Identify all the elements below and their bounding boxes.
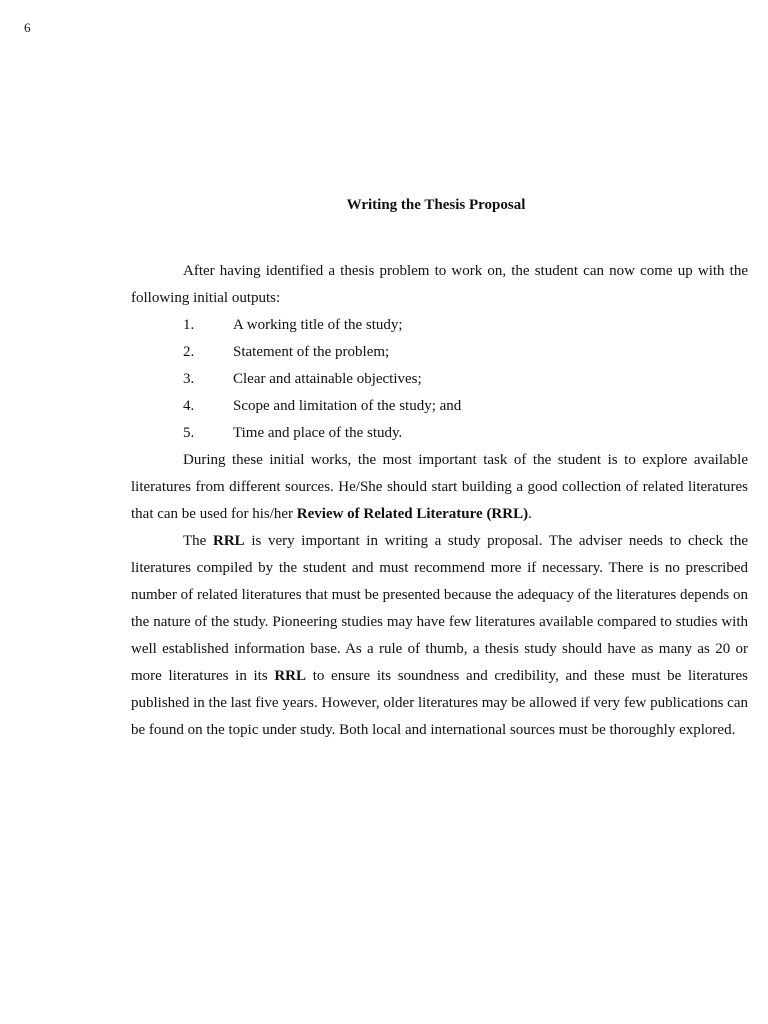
page-number: 6 (24, 20, 31, 35)
list-item-number: 2. (183, 344, 195, 360)
list-item (131, 420, 748, 447)
list-item-number: 5. (183, 425, 195, 441)
rrl-acronym: RRL (212, 533, 245, 549)
list-item-number: 3. (183, 371, 195, 387)
literature-paragraph-end: . (528, 506, 532, 522)
list-item-text: Clear and attainable objectives; (233, 371, 422, 387)
outputs-list (131, 312, 748, 447)
rrl-paragraph (131, 528, 748, 744)
rrl-paragraph-middle: is very important in writing a study proposal. The adviser needs to check the literatures compiled by the student and must recommend more if necessary. There is no prescribed number of related literatures that must be presented because the adequacy of the literatures depends on the nature of the study. Pioneering studies may have few literatures available compared to studies with well established information base. As a rule of thumb, a thesis study should have as many as 20 or more literatures in its (131, 533, 748, 684)
list-item-number: 4. (183, 398, 195, 414)
rrl-term: Review of Related Literature (RRL) (296, 506, 529, 522)
document-title: Writing the Thesis Proposal (346, 197, 526, 213)
literature-paragraph (131, 447, 748, 528)
rrl-acronym: RRL (274, 668, 307, 684)
list-item-number: 1. (183, 317, 195, 333)
intro-paragraph: After having identified a thesis problem to work on, the student can now come up with the following initial outputs: (131, 263, 748, 306)
list-item (131, 366, 748, 393)
list-item (131, 393, 748, 420)
list-item (131, 312, 748, 339)
list-item-text: Scope and limitation of the study; and (233, 398, 462, 414)
list-item-text: A working title of the study; (233, 317, 403, 333)
list-item (131, 339, 748, 366)
literature-paragraph-text: During these initial works, the most important task of the student is to explore available literatures from different sources. He/She should start building a good collection of related literatures that can be used for his/her (131, 452, 748, 522)
list-item-text: Statement of the problem; (233, 344, 390, 360)
document-body (131, 258, 748, 744)
list-item-text: Time and place of the study. (233, 425, 403, 441)
rrl-paragraph-end: to ensure its soundness and credibility, and these must be literatures published in the last five years. However, older literatures may be allowed if very few publications can be found on the topic under study. Both local and international sources must be thoroughly explored. (131, 668, 748, 738)
rrl-paragraph-start: The (183, 533, 213, 549)
